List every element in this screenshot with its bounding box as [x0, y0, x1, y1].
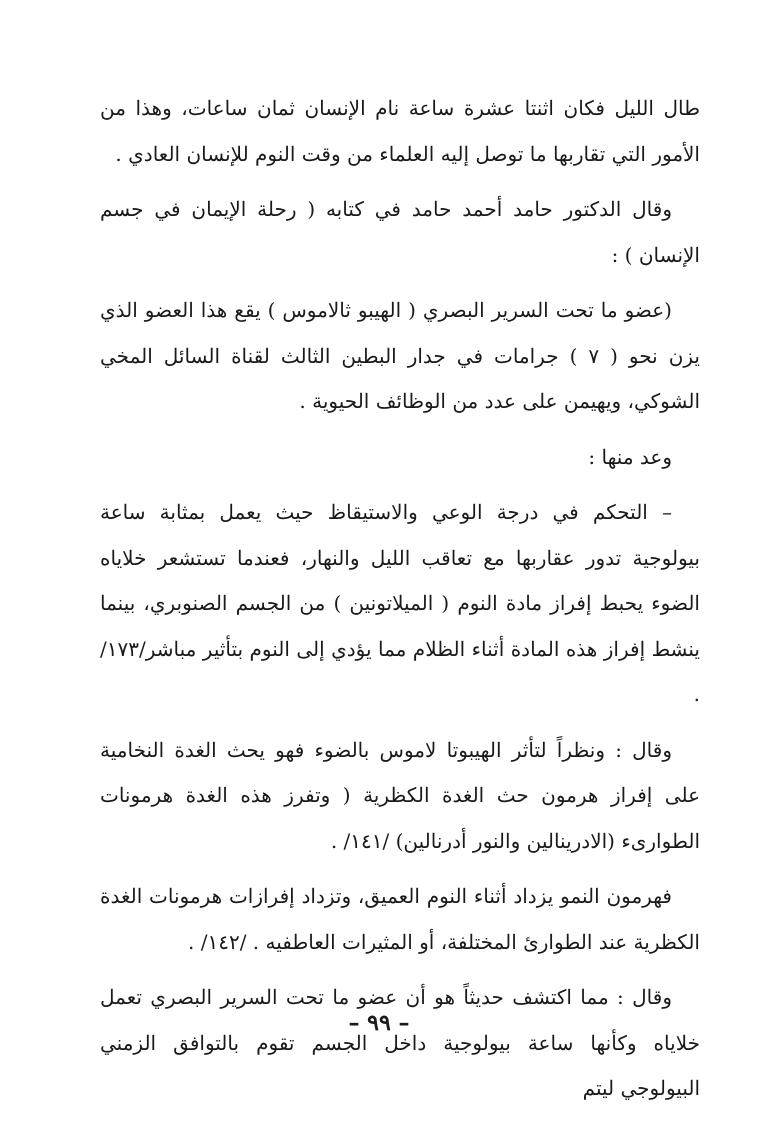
paragraph-8: وقال : مما اكتشف حديثاً هو أن عضو ما تحت السرير البصري تعمل خلاياه وكأنها ساعة بيولوجية داخل الجسم تقوم بالتوافق الزمني البيولوجي ليتم [100, 985, 700, 1100]
paragraph-1: طال الليل فكان اثنتا عشرة ساعة نام الإنسان ثمان ساعات، وهذا من الأمور التي تقاربها ما توصل إليه العلماء من وقت النوم للإنسان العادي . [100, 96, 700, 166]
page-number: – ٩٩ – [348, 1010, 410, 1036]
paragraph-2: وقال الدكتور حامد أحمد حامد في كتابه ( رحلة الإيمان في جسم الإنسان ) : [100, 197, 700, 267]
paragraph-7: فهرمون النمو يزداد أثناء النوم العميق، وتزداد إفرازات هرمونات الغدة الكظرية عند الطوارئ المختلفة، أو المثيرات العاطفيه . /١٤٢/ . [100, 884, 700, 954]
paragraph-5: – التحكم في درجة الوعي والاستيقاظ حيث يعمل بمثابة ساعة بيولوجية تدور عقاربها مع تعاقب الليل والنهار، فعندما تستشعر خلاياه الضوء يحبط إفراز مادة النوم ( الميلاتونين ) من الجسم الصنوبري، بينما ينشط إفراز هذه المادة أثناء الظلام مما يؤدي إلى النوم بتأثير مباشر/١٧٣/ . [100, 500, 700, 706]
paragraph-4: وعد منها : [588, 444, 672, 469]
paragraph-6: وقال : ونظراً لتأثر الهيبوتا لاموس بالضوء فهو يحث الغدة النخامية على إفراز هرمون حث الغدة الكظرية ( وتفرز هذه الغدة هرمونات الطوارىء (الادرينالين والنور أدرنالين) /١٤١/ . [100, 737, 700, 853]
paragraph-3: (عضو ما تحت السرير البصري ( الهيبو ثالاموس ) يقع هذا العضو الذي يزن نحو ( ٧ ) جرامات في جدار البطين الثالث لقناة السائل المخي الشوكي، ويهيمن على عدد من الوظائف الحيوية . [100, 298, 700, 413]
body-text [100, 86, 700, 1122]
